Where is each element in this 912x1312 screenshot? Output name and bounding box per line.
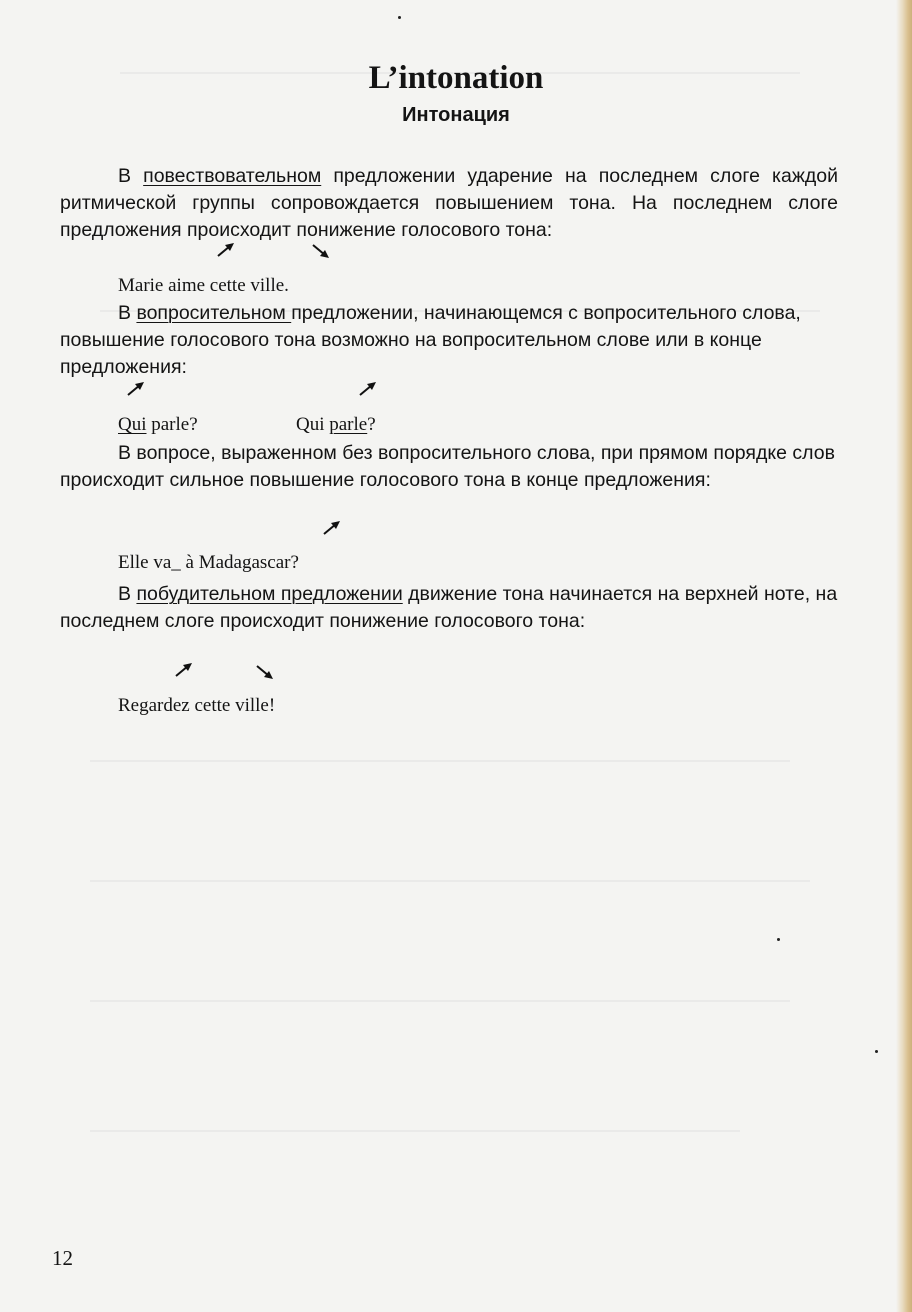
paragraph-text: движение тона начинается на верхней ноте, на последнем слоге происходит понижение голосового тона: [60,583,838,632]
term-imperative: побудительном предложении [136,583,403,605]
page-number: 12 [52,1246,73,1270]
bleed-through-line [90,1130,740,1132]
scan-speck [875,1050,878,1053]
stressed-word: parle [329,414,368,435]
term-interrogative: вопросительном [136,302,292,324]
example-imperative: Regardez cette ville! [118,695,276,716]
stressed-word: Qui [118,414,147,435]
page-subtitle: Интонация [402,104,510,126]
interrogative-paragraph [60,300,838,381]
example-declarative: Marie aime cette ville. [118,275,289,296]
bleed-through-line [90,1000,790,1002]
paragraph-text: предложении, начинающемся с вопросительного слова, повышение голосового тона возможно на вопросительном слове или в конце предложения: [60,302,801,378]
declarative-paragraph [60,163,838,244]
paragraph-lead: В [118,583,137,605]
rise-arrow-icon [126,381,146,397]
paragraph-text: В вопросе, выраженном без вопросительного слова, при прямом порядке слов происходит сильное повышение голосового тона в конце предложения: [60,442,835,491]
rise-arrow-icon [216,242,236,258]
example-text: Qui [296,414,330,435]
example-text: parle? [146,414,198,435]
example-question-2 [296,414,376,436]
example-yes-no-question: Elle va_ à Madagascar? [118,552,299,573]
page-title: L’intonation [368,60,544,96]
imperative-paragraph [60,581,838,635]
paragraph-text: предложении ударение на последнем слоге каждой ритмической группы сопровождается повышением тона. На последнем слоге предложения происходит понижение голосового тона: [60,165,838,241]
page-edge [896,0,912,1312]
yes-no-question-paragraph [60,440,838,494]
fall-arrow-icon [311,243,331,259]
fall-arrow-icon [255,664,275,680]
bleed-through-line [90,760,790,762]
example-question-1 [118,414,198,436]
paragraph-lead: В [118,302,137,324]
rise-arrow-icon [322,520,342,536]
rise-arrow-icon [174,662,194,678]
rise-arrow-icon [358,381,378,397]
scan-speck [398,16,401,19]
paragraph-lead: В [118,165,144,187]
example-text: ? [367,414,376,435]
scan-speck [777,938,780,941]
term-declarative: повествовательном [143,165,322,187]
bleed-through-line [90,880,810,882]
